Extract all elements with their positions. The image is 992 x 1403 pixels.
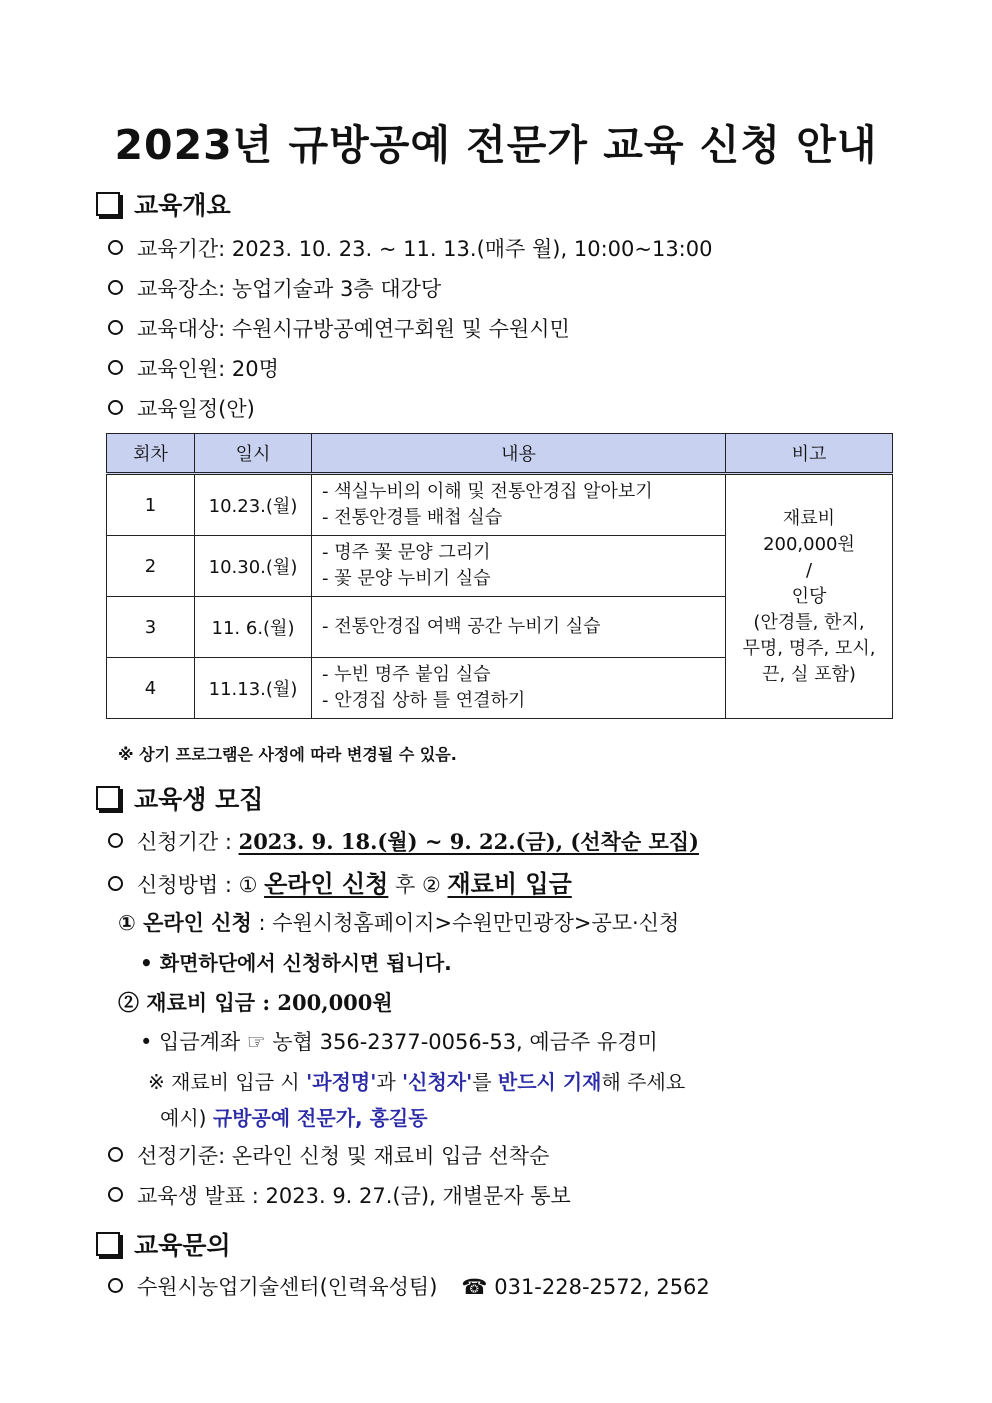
bullet-criteria: 선정기준: 온라인 신청 및 재료비 입금 선착순 [108,1140,549,1170]
checkbox-square-icon [96,1232,120,1256]
circle-bullet-icon [108,1278,123,1293]
table-header-row [107,434,893,474]
circle-bullet-icon [108,833,123,848]
account-line: • 입금계좌 ☞ 농협 356-2377-0056-53, 예금주 유경미 [140,1030,658,1054]
cell-date: 11.13.(월) [195,658,312,719]
payment-example: 예시) 규방공예 전문가, 홍길동 [160,1106,428,1130]
cell-round: 3 [107,597,195,658]
circle-bullet-icon [108,280,123,295]
page-title: 2023년 규방공예 전문가 교육 신청 안내 [114,121,878,169]
checkbox-square-icon [96,786,120,810]
phone-number: ☎ 031-228-2572, 2562 [461,1275,710,1299]
circle-bullet-icon [108,1147,123,1162]
payment-line: ② 재료비 입금 : 200,000원 [118,990,393,1015]
cell-content: - 전통안경집 여백 공간 누비기 실습 [312,597,726,658]
cell-note: 재료비 200,000원 / 인당 (안경틀, 한지, 무명, 명주, 모시, 끈, 실 포함) [726,474,893,719]
header-content: 내용 [312,434,726,474]
bullet-inquiry: 수원시농업기술센터(인력육성팀) ☎ 031-228-2572, 2562 [108,1271,710,1301]
circle-bullet-icon [108,400,123,415]
cell-date: 10.30.(월) [195,536,312,597]
bullet-apply-period: 신청기간 : 2023. 9. 18.(월) ~ 9. 22.(금), (선착순 모집) [108,826,699,856]
online-apply-note: • 화면하단에서 신청하시면 됩니다. [140,951,452,975]
cell-date: 10.23.(월) [195,474,312,536]
circle-bullet-icon [108,240,123,255]
header-round: 회차 [107,434,195,474]
cell-content: - 누빈 명주 붙임 실습 - 안경집 상하 틀 연결하기 [312,658,726,719]
section-heading-overview: 교육개요 [96,186,231,222]
cell-content: - 명주 꽃 문양 그리기 - 꽃 문양 누비기 실습 [312,536,726,597]
header-date: 일시 [195,434,312,474]
schedule-table [106,433,893,719]
cell-round: 2 [107,536,195,597]
cell-date: 11. 6.(월) [195,597,312,658]
method-payment: 재료비 입금 [447,870,572,898]
bullet-announce: 교육생 발표 : 2023. 9. 27.(금), 개별문자 통보 [108,1180,571,1210]
table-row [107,474,893,536]
circle-bullet-icon [108,320,123,335]
bullet-target: 교육대상: 수원시규방공예연구회원 및 수원시민 [108,313,570,343]
bullet-apply-method: 신청방법 : ① 온라인 신청 후 ② 재료비 입금 [108,864,572,899]
table-footnote: ※ 상기 프로그램은 사정에 따라 변경될 수 있음. [118,745,457,764]
bullet-schedule: 교육일정(안) [108,393,255,423]
cell-round: 4 [107,658,195,719]
circle-bullet-icon [108,360,123,375]
bullet-count: 교육인원: 20명 [108,353,279,383]
bullet-place: 교육장소: 농업기술과 3층 대강당 [108,273,441,303]
method-online: 온라인 신청 [264,870,389,898]
section-heading-recruit: 교육생 모집 [96,780,263,816]
cell-content: - 색실누비의 이해 및 전통안경집 알아보기 - 전통안경틀 배첩 실습 [312,474,726,536]
cell-round: 1 [107,474,195,536]
apply-period-value: 2023. 9. 18.(월) ~ 9. 22.(금), (선착순 모집) [238,829,699,854]
circle-bullet-icon [108,1187,123,1202]
online-apply-line: ① 온라인 신청 : 수원시청홈페이지>수원만민광장>공모·신청 [118,911,680,935]
payment-note: ※ 재료비 입금 시 '과정명'과 '신청자'를 반드시 기재해 주세요 [148,1070,686,1094]
checkbox-square-icon [96,192,120,216]
circle-bullet-icon [108,876,123,891]
section-heading-inquiry: 교육문의 [96,1226,231,1262]
bullet-period: 교육기간: 2023. 10. 23. ~ 11. 13.(매주 월), 10:00~13:00 [108,233,712,263]
header-note: 비고 [726,434,893,474]
